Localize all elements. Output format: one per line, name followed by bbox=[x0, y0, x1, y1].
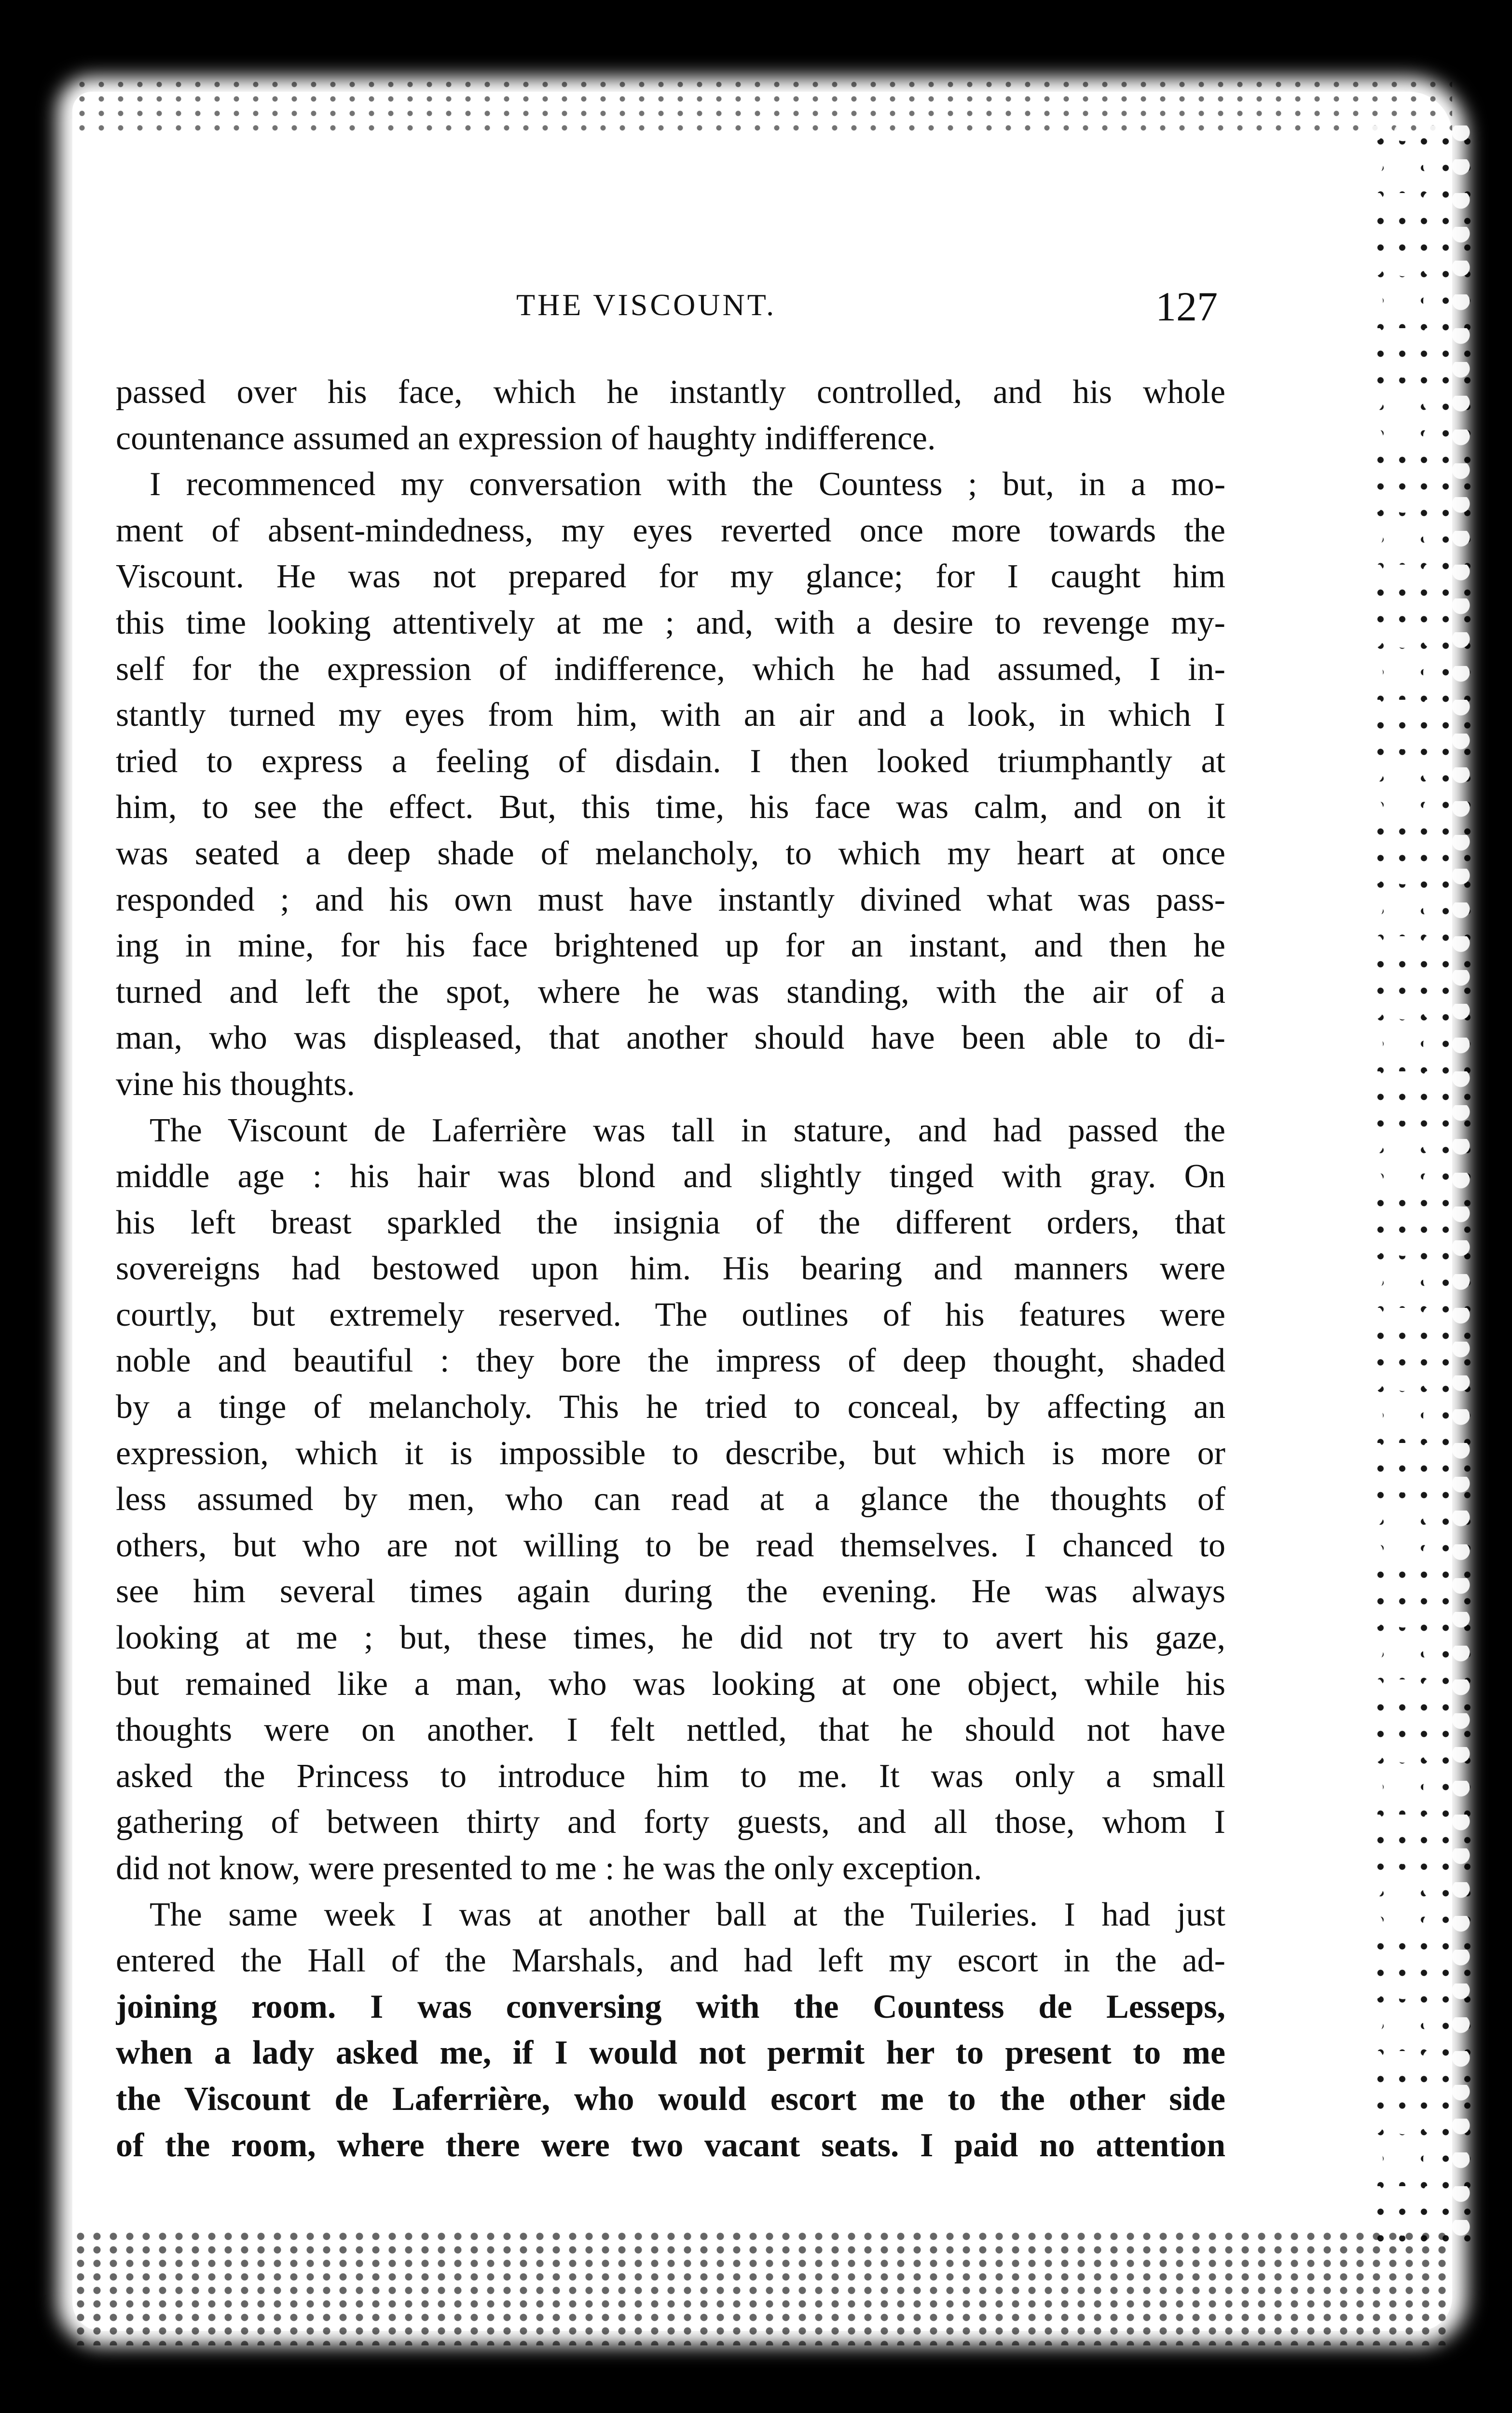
text-line: this time looking attentively at me ; and, with a desire to revenge my- bbox=[116, 604, 1225, 641]
text-line: thoughts were on another. I felt nettled, that he should not have bbox=[116, 1711, 1225, 1749]
text-line: of the room, where there were two vacant seats. I paid no attention bbox=[116, 2126, 1225, 2164]
text-line: stantly turned my eyes from him, with an air and a look, in which I bbox=[116, 696, 1225, 734]
text-line: his left breast sparkled the insignia of the different orders, that bbox=[116, 1204, 1225, 1241]
text-line: expression, which it is impossible to describe, but which is more or bbox=[116, 1434, 1225, 1472]
text-line: I recommenced my conversation with the Countess ; but, in a mo- bbox=[150, 466, 1225, 503]
text-line: passed over his face, which he instantly controlled, and his whole bbox=[116, 374, 1225, 411]
text-line: self for the expression of indifference, which he had assumed, I in- bbox=[116, 650, 1225, 688]
text-line: countenance assumed an expression of haughty indifference. bbox=[116, 419, 936, 457]
page-number: 127 bbox=[1155, 283, 1218, 330]
text-line: see him several times again during the evening. He was always bbox=[116, 1573, 1225, 1610]
running-header bbox=[116, 283, 1225, 331]
text-line: less assumed by men, who can read at a glance the thoughts of bbox=[116, 1481, 1225, 1518]
text-line: the Viscount de Laferrière, who would escort me to the other side bbox=[116, 2080, 1225, 2118]
text-line: but remained like a man, who was looking at one object, while his bbox=[116, 1665, 1225, 1703]
text-line: others, but who are not willing to be read themselves. I chanced to bbox=[116, 1526, 1225, 1564]
text-line: asked the Princess to introduce him to me. It was only a small bbox=[116, 1757, 1225, 1795]
text-line: entered the Hall of the Marshals, and had left my escort in the ad- bbox=[116, 1942, 1225, 1980]
text-line: him, to see the effect. But, this time, his face was calm, and on it bbox=[116, 789, 1225, 826]
text-line: Viscount. He was not prepared for my glance; for I caught him bbox=[116, 558, 1225, 596]
text-line: when a lady asked me, if I would not permit her to present to me bbox=[116, 2034, 1225, 2072]
running-title: THE VISCOUNT. bbox=[516, 288, 777, 322]
text-line: tried to express a feeling of disdain. I then looked triumphantly at bbox=[116, 742, 1225, 780]
scan-noise-right-edge bbox=[1365, 125, 1476, 2249]
text-line: gathering of between thirty and forty guests, and all those, whom I bbox=[116, 1803, 1225, 1841]
text-line: by a tinge of melancholy. This he tried to conceal, by affecting an bbox=[116, 1388, 1225, 1426]
text-line: The same week I was at another ball at the Tuileries. I had just bbox=[150, 1896, 1225, 1933]
text-line: looking at me ; but, these times, he did not try to avert his gaze, bbox=[116, 1619, 1225, 1657]
text-line: The Viscount de Laferrière was tall in stature, and had passed the bbox=[150, 1111, 1225, 1149]
text-line: courtly, but extremely reserved. The outlines of his features were bbox=[116, 1296, 1225, 1333]
text-line: ment of absent-mindedness, my eyes reverted once more towards the bbox=[116, 512, 1225, 549]
text-line: did not know, were presented to me : he was the only exception. bbox=[116, 1850, 982, 1887]
text-line: was seated a deep shade of melancholy, to which my heart at once bbox=[116, 834, 1225, 872]
text-line: middle age : his hair was blond and slightly tinged with gray. On bbox=[116, 1158, 1225, 1195]
text-line: ing in mine, for his face brightened up for an instant, and then he bbox=[116, 927, 1225, 965]
text-line: noble and beautiful : they bore the impress of deep thought, shaded bbox=[116, 1342, 1225, 1380]
scan-noise-top bbox=[72, 77, 1452, 135]
text-line: joining room. I was conversing with the Countess de Lesseps, bbox=[116, 1988, 1225, 2025]
body-text bbox=[116, 369, 1225, 2168]
text-line: vine his thoughts. bbox=[116, 1065, 355, 1103]
text-line: sovereigns had bestowed upon him. His bearing and manners were bbox=[116, 1250, 1225, 1288]
scan-noise-bottom bbox=[72, 2230, 1452, 2345]
text-line: responded ; and his own must have instantly divined what was pass- bbox=[116, 881, 1225, 918]
text-line: man, who was displeased, that another should have been able to di- bbox=[116, 1019, 1225, 1057]
text-line: turned and left the spot, where he was standing, with the air of a bbox=[116, 973, 1225, 1011]
